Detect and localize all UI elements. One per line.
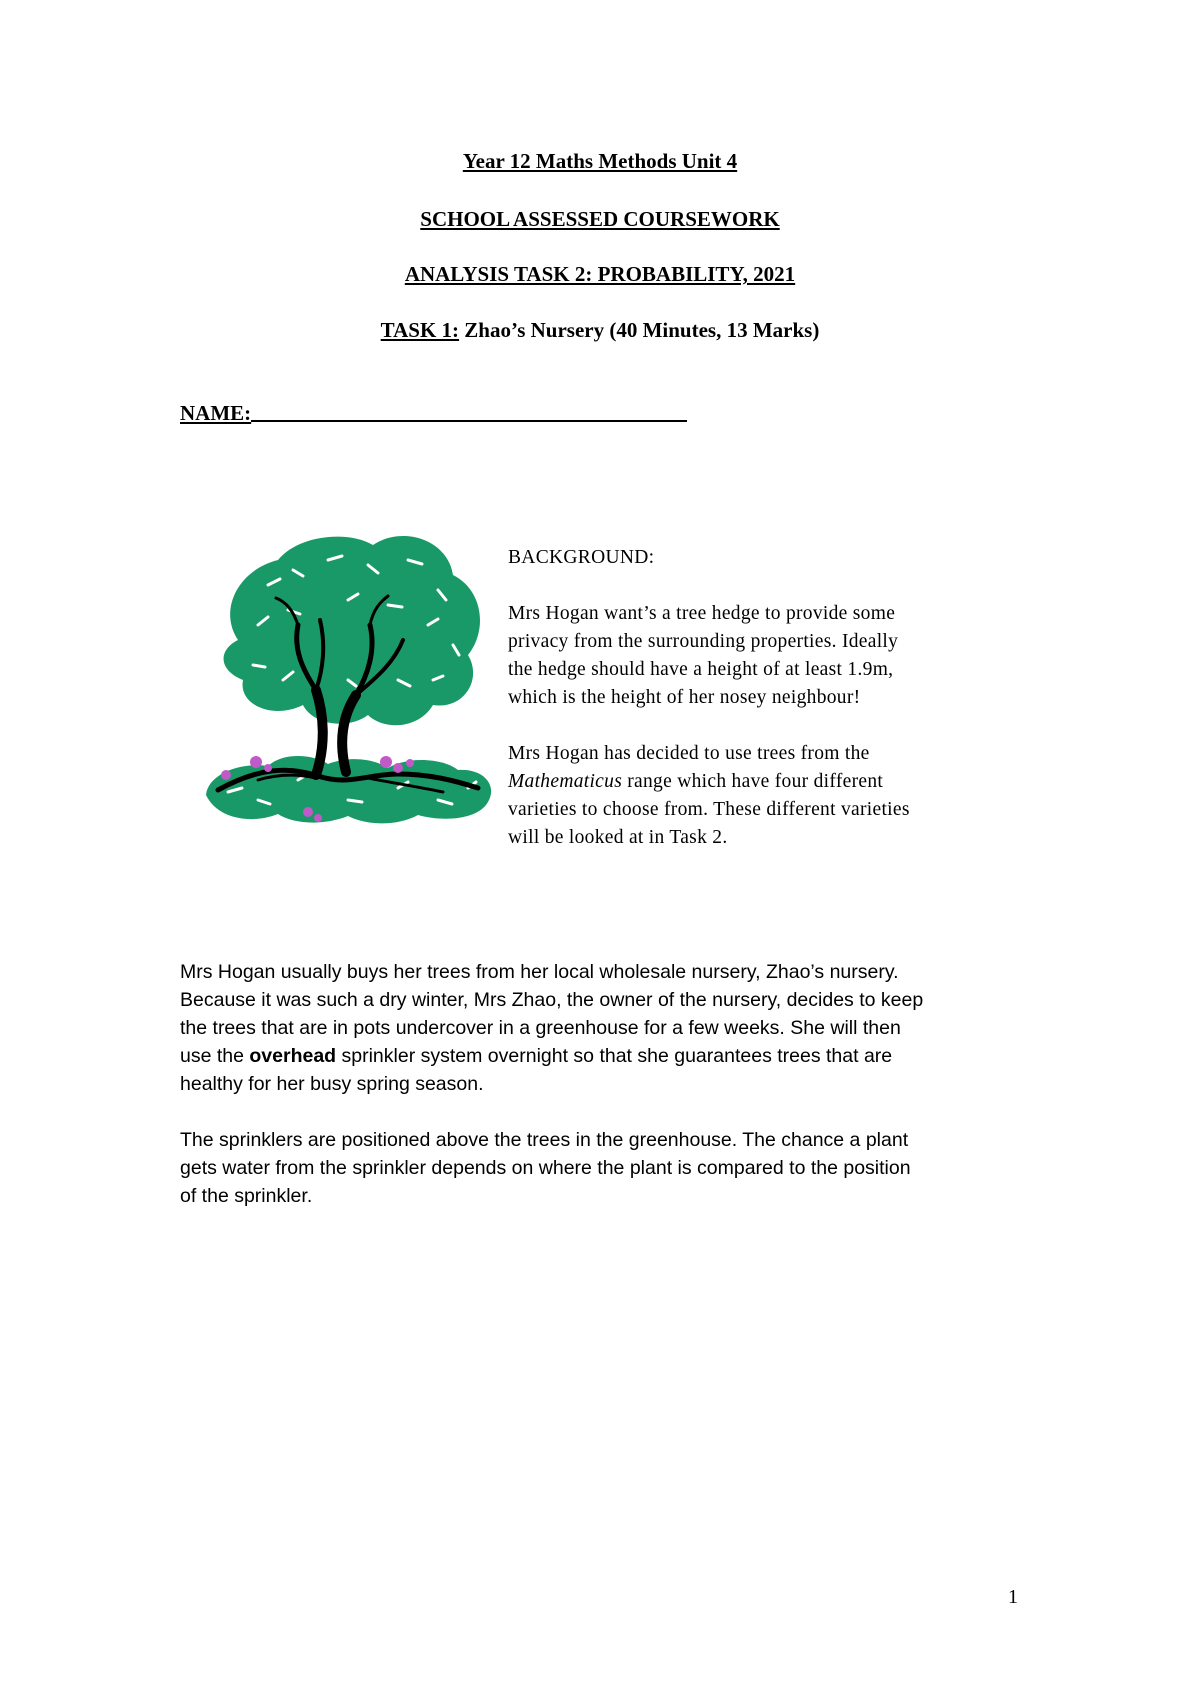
task-heading (0, 318, 1200, 343)
text-line: Mrs Hogan want’s a tree hedge to provide some (508, 603, 896, 624)
text-line: gets water from the sprinkler depends on where the plant is compared to the position (180, 1157, 911, 1179)
background-section (508, 544, 1028, 852)
text-line: use the overhead sprinkler system overnight so that she guarantees trees that are (180, 1045, 893, 1067)
course-title: Year 12 Maths Methods Unit 4 (462, 149, 738, 173)
body-section (180, 958, 1040, 1210)
name-input-line[interactable] (251, 419, 687, 422)
text-line: the trees that are in pots undercover in a greenhouse for a few weeks. She will then (180, 1017, 901, 1039)
text-line: the hedge should have a height of at least 1.9m, (508, 659, 894, 680)
page-number: 1 (1008, 1586, 1018, 1608)
body-paragraph-2 (180, 1126, 1040, 1210)
background-title: BACKGROUND: (508, 547, 655, 568)
text-line: of the sprinkler. (180, 1185, 313, 1207)
text-line: will be looked at in Task 2. (508, 827, 728, 848)
body-paragraph-1 (180, 958, 1040, 1098)
background-paragraph-2 (508, 740, 1028, 852)
text-line: Because it was such a dry winter, Mrs Zhao, the owner of the nursery, decides to keep (180, 989, 924, 1011)
range-name: Mathematicus (508, 771, 623, 792)
emphasis-overhead: overhead (249, 1045, 337, 1067)
text-line: privacy from the surrounding properties. Ideally (508, 631, 899, 652)
text-line: Mrs Hogan has decided to use trees from the (508, 743, 870, 764)
text-line: healthy for her busy spring season. (180, 1073, 484, 1095)
text-line: which is the height of her nosey neighbour! (508, 687, 861, 708)
background-paragraph-1 (508, 600, 1028, 712)
task-description: Zhao’s Nursery (40 Minutes, 13 Marks) (459, 318, 820, 342)
coursework-title: SCHOOL ASSESSED COURSEWORK (420, 207, 780, 231)
text-line: Mrs Hogan usually buys her trees from her local wholesale nursery, Zhao’s nursery. (180, 961, 899, 983)
tree-clipart-icon (198, 530, 498, 830)
name-field (180, 401, 687, 426)
name-label: NAME: (180, 401, 252, 425)
text-line: Mathematicus range which have four different (508, 771, 884, 792)
text-line: varieties to choose from. These different varieties (508, 799, 910, 820)
analysis-task-title: ANALYSIS TASK 2: PROBABILITY, 2021 (404, 262, 796, 286)
text-line: The sprinklers are positioned above the trees in the greenhouse. The chance a plant (180, 1129, 909, 1151)
task-label: TASK 1: (380, 318, 460, 342)
